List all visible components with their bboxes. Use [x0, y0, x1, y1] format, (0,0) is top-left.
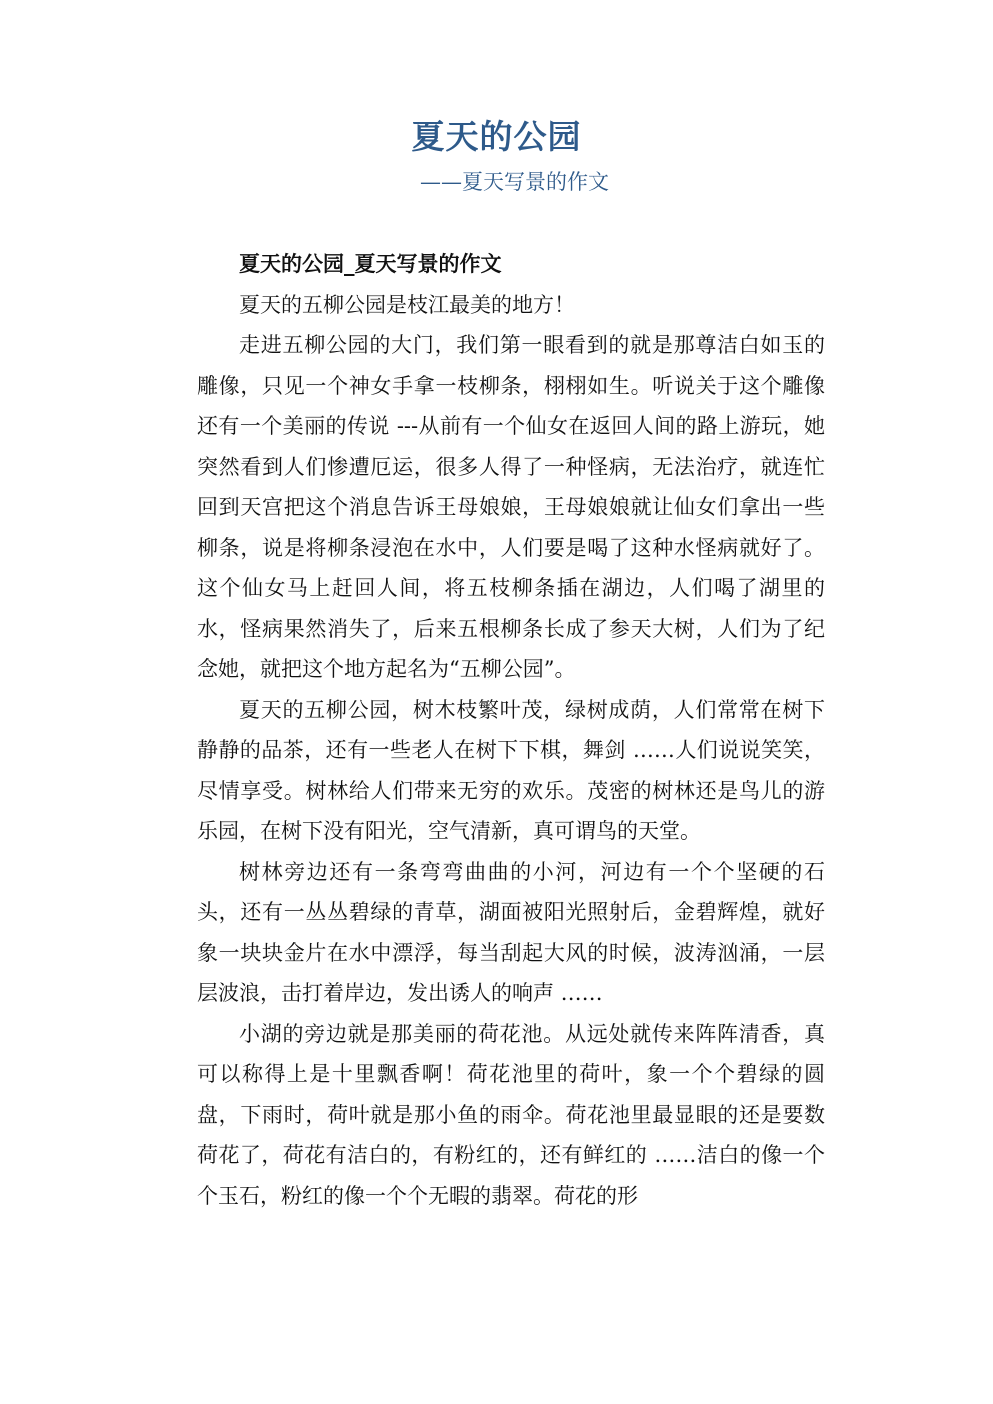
paragraph: 小湖的旁边就是那美丽的荷花池。从远处就传来阵阵清香，真可以称得上是十里飘香啊！荷花池里的荷叶，象一个个碧绿的圆盘，下雨时，荷叶就是那小鱼的雨伞。荷花池里最显眼的还是要数荷花了，荷花有洁白的，有粉红的，还有鲜红的 ……洁白的像一个个玉石，粉红的像一个个无暇的翡翠。荷花的形: [197, 1021, 825, 1208]
section-heading: 夏天的公园_夏天写景的作文: [239, 251, 502, 276]
paragraph: 树林旁边还有一条弯弯曲曲的小河，河边有一个个坚硬的石头，还有一丛丛碧绿的青草，湖面被阳光照射后，金碧辉煌，就好象一块块金片在水中漂浮，每当刮起大风的时候，波涛汹涌，一层层波浪，击打着岸边，发出诱人的响声 ……: [197, 859, 825, 1005]
document-title: 夏天的公园: [411, 117, 582, 156]
paragraph: 夏天的五柳公园是枝江最美的地方！: [239, 292, 575, 317]
document-body: [197, 244, 825, 1216]
document-subtitle: ——夏天写景的作文: [420, 170, 609, 194]
paragraph: 夏天的五柳公园，树木枝繁叶茂，绿树成荫，人们常常在树下静静的品茶，还有一些老人在树下下棋，舞剑 ……人们说说笑笑，尽情享受。树林给人们带来无穷的欢乐。茂密的树林还是鸟儿的游乐园，在树下没有阳光，空气清新，真可谓鸟的天堂。: [197, 697, 825, 843]
paragraph: 走进五柳公园的大门，我们第一眼看到的就是那尊洁白如玉的雕像，只见一个神女手拿一枝柳条，栩栩如生。听说关于这个雕像还有一个美丽的传说 ---从前有一个仙女在返回人间的路上游玩，她突然看到人们惨遭厄运，很多人得了一种怪病，无法治疗，就连忙回到天宫把这个消息告诉王母娘娘，王母娘娘就让仙女们拿出一些柳条，说是将柳条浸泡在水中，人们要是喝了这种水怪病就好了。这个仙女马上赶回人间，将五枝柳条插在湖边，人们喝了湖里的水，怪病果然消失了，后来五根柳条长成了参天大树，人们为了纪念她，就把这个地方起名为“五柳公园”。: [197, 333, 825, 681]
